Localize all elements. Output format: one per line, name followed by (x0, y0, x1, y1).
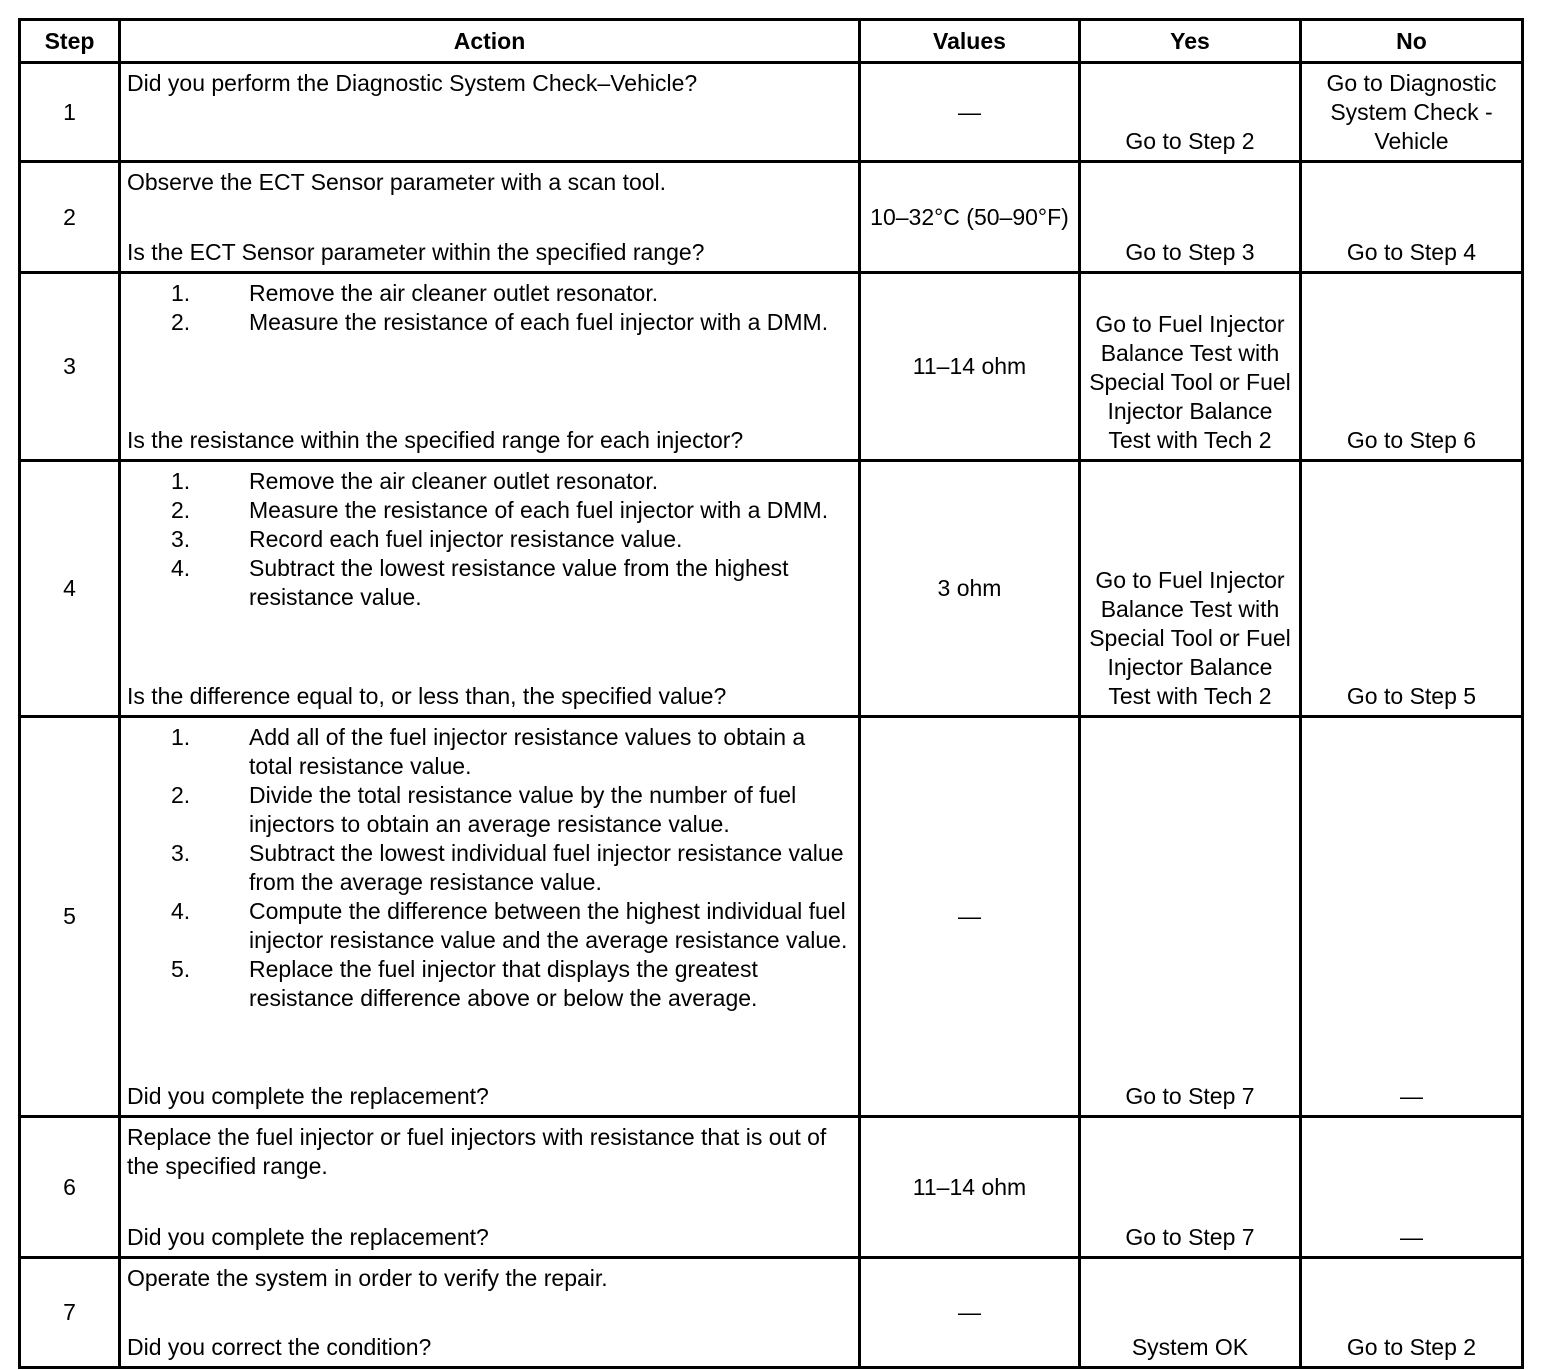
value-cell: 10–32°C (50–90°F) (860, 162, 1080, 273)
action-text: Operate the system in order to verify the repair. (127, 1265, 608, 1291)
action-question: Is the resistance within the specified range for each injector? (127, 427, 744, 453)
list-item: 2. Measure the resistance of each fuel injector with a DMM. (171, 309, 829, 335)
list-item: 1. Add all of the fuel injector resistance values to obtain a total resistance value. (171, 724, 806, 779)
action-question: Is the difference equal to, or less than, the specified value? (127, 683, 727, 709)
value-cell: — (860, 63, 1080, 162)
list-item: 4. Subtract the lowest resistance value from the highest resistance value. (171, 555, 789, 610)
action-cell (120, 1258, 860, 1368)
step-number: 3 (20, 273, 120, 461)
list-item: 2. Measure the resistance of each fuel injector with a DMM. (171, 497, 829, 523)
action-cell (120, 717, 860, 1117)
yes-cell: Go to Step 7 (1080, 717, 1301, 1117)
list-item: 1. Remove the air cleaner outlet resonator. (171, 280, 659, 306)
yes-cell: Go to Fuel Injector Balance Test with Special Tool or Fuel Injector Balance Test with Tech 2 (1080, 273, 1301, 461)
value-cell: 11–14 ohm (860, 273, 1080, 461)
list-item: 1. Remove the air cleaner outlet resonator. (171, 468, 659, 494)
step-number: 4 (20, 461, 120, 717)
action-steps (127, 467, 852, 612)
action-cell (120, 63, 860, 162)
list-item: 3. Subtract the lowest individual fuel injector resistance value from the average resistance value. (171, 840, 844, 895)
header-no: No (1301, 20, 1523, 63)
no-cell: Go to Step 2 (1301, 1258, 1523, 1368)
action-steps (127, 723, 852, 1013)
table-header-row (20, 20, 1523, 63)
no-cell: — (1301, 717, 1523, 1117)
action-text: Replace the fuel injector or fuel injectors with resistance that is out of the specified range. (127, 1124, 827, 1179)
action-steps (127, 279, 852, 337)
step-number: 6 (20, 1117, 120, 1258)
diagnostic-table (18, 18, 1524, 1369)
value-cell: 11–14 ohm (860, 1117, 1080, 1258)
header-yes: Yes (1080, 20, 1301, 63)
no-cell: — (1301, 1117, 1523, 1258)
yes-cell: Go to Fuel Injector Balance Test with Special Tool or Fuel Injector Balance Test with Tech 2 (1080, 461, 1301, 717)
yes-cell: Go to Step 3 (1080, 162, 1301, 273)
no-cell: Go to Step 5 (1301, 461, 1523, 717)
table-row (20, 717, 1523, 1117)
step-number: 5 (20, 717, 120, 1117)
list-item: 5. Replace the fuel injector that displays the greatest resistance difference above or below the average. (171, 956, 758, 1011)
action-question: Did you correct the condition? (127, 1334, 432, 1360)
no-cell: Go to Step 4 (1301, 162, 1523, 273)
table-row (20, 162, 1523, 273)
action-cell (120, 1117, 860, 1258)
table-row (20, 273, 1523, 461)
value-cell: — (860, 717, 1080, 1117)
action-cell (120, 461, 860, 717)
action-cell (120, 273, 860, 461)
header-values: Values (860, 20, 1080, 63)
action-question: Is the ECT Sensor parameter within the specified range? (127, 239, 705, 265)
step-number: 7 (20, 1258, 120, 1368)
list-item: 3. Record each fuel injector resistance value. (171, 526, 683, 552)
table-row (20, 1117, 1523, 1258)
no-cell: Go to Step 6 (1301, 273, 1523, 461)
yes-cell: Go to Step 2 (1080, 63, 1301, 162)
action-question: Did you complete the replacement? (127, 1224, 489, 1250)
list-item: 4. Compute the difference between the highest individual fuel injector resistance value and the average resistance value. (171, 898, 848, 953)
no-cell: Go to Diagnostic System Check - Vehicle (1301, 63, 1523, 162)
header-action: Action (120, 20, 860, 63)
action-cell (120, 162, 860, 273)
yes-cell: System OK (1080, 1258, 1301, 1368)
header-step: Step (20, 20, 120, 63)
table-row (20, 1258, 1523, 1368)
value-cell: — (860, 1258, 1080, 1368)
action-text: Observe the ECT Sensor parameter with a scan tool. (127, 169, 667, 195)
step-number: 2 (20, 162, 120, 273)
action-text: Did you perform the Diagnostic System Check–Vehicle? (127, 70, 698, 96)
table-row (20, 63, 1523, 162)
step-number: 1 (20, 63, 120, 162)
action-question: Did you complete the replacement? (127, 1083, 489, 1109)
table-row (20, 461, 1523, 717)
value-cell: 3 ohm (860, 461, 1080, 717)
list-item: 2. Divide the total resistance value by the number of fuel injectors to obtain an average resistance value. (171, 782, 797, 837)
yes-cell: Go to Step 7 (1080, 1117, 1301, 1258)
